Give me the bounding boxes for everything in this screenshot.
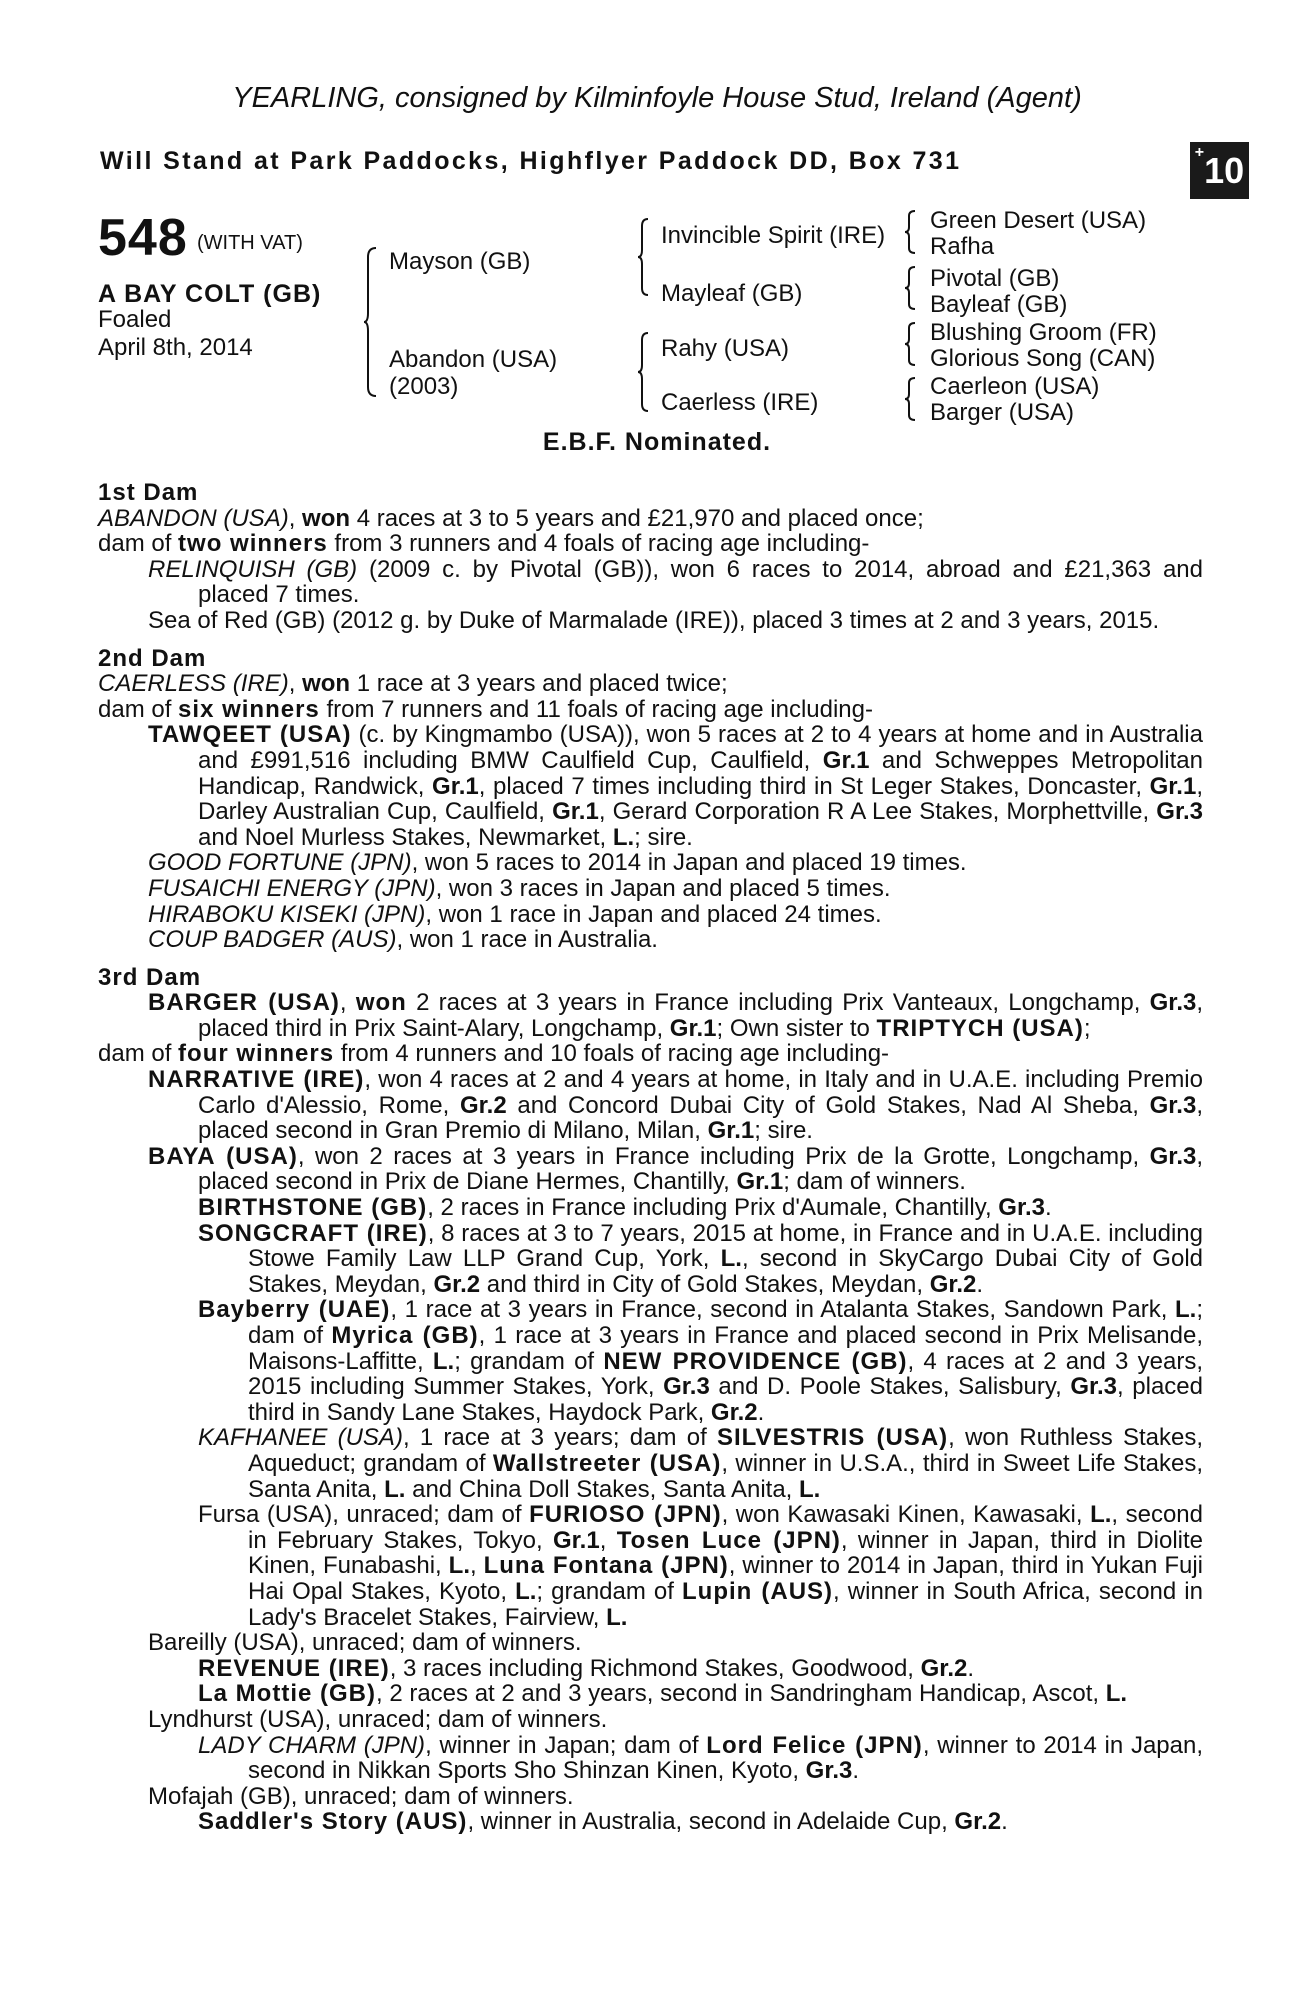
produce-entry: LADY CHARM (JPN), winner in Japan; dam of Lord Felice (JPN), winner to 2014 in Japan, second in Nikkan Sports Sho Shinzan Kinen, Kyoto, Gr.3. — [198, 1731, 1204, 1785]
lot-number: 548 — [98, 209, 188, 267]
produce-entry: TAWQEET (USA) (c. by Kingmambo (USA)), won 5 races at 2 to 4 years at home and in Australia and £991,516 including BMW Caulfield Cup, Caulfield, Gr.1 and Schweppes Metropolitan Handicap, Randwick, Gr.1, placed 7 times including third in St Leger Stakes, Doncaster, Gr.1, Darley Australian Cup, Caulfield, Gr.1, Gerard Corporation R A Lee Stakes, Morphettville, Gr.3 and Noel Murless Stakes, Newmarket, L.; sire. — [148, 721, 1204, 851]
pedigree-dss: Blushing Groom (FR) — [930, 319, 1157, 346]
produce-entry: Bareilly (USA), unraced; dam of winners. — [148, 1629, 582, 1657]
pedigree-bracket-dam — [638, 332, 650, 412]
page-title: YEARLING, consigned by Kilminfoyle House Stud, Ireland (Agent) — [232, 82, 1082, 114]
foaled-date: April 8th, 2014 — [98, 334, 253, 361]
pedigree-sdd: Bayleaf (GB) — [930, 291, 1068, 318]
produce-entry: NARRATIVE (IRE), won 4 races at 2 and 4 years at home, in Italy and in U.A.E. including Premio Carlo d'Alessio, Rome, Gr.2 and Concord Dubai City of Gold Stakes, Nad Al Sheba, Gr.3, placed second in Gran Premio di Milano, Milan, Gr.1; sire. — [148, 1066, 1203, 1145]
lot-name: A BAY COLT (GB) — [98, 280, 322, 308]
pedigree-bracket-ds — [905, 322, 917, 366]
dam-record: CAERLESS (IRE), won 1 race at 3 years and placed twice; — [98, 670, 728, 698]
pedigree-dam-year: (2003) — [389, 373, 459, 400]
pedigree-bracket-sire — [638, 218, 650, 296]
section-first-dam: 1st Dam — [98, 479, 199, 506]
produce-entry: BAYA (USA), won 2 races at 3 years in France including Prix de la Grotte, Longchamp, Gr.3, placed second in Prix de Diane Hermes, Chantilly, Gr.1; dam of winners. — [148, 1142, 1204, 1196]
pedigree-ssd: Rafha — [930, 233, 995, 260]
catalogue-body — [98, 480, 1203, 1835]
produce-entry: RELINQUISH (GB) (2009 c. by Pivotal (GB)), won 6 races to 2014, abroad and £21,363 and placed 7 times. — [148, 555, 1203, 609]
produce-entry: FUSAICHI ENERGY (JPN), won 3 races in Japan and placed 5 times. — [148, 874, 891, 902]
pedigree-dds: Caerleon (USA) — [930, 373, 1100, 400]
pedigree-bracket-sd — [905, 266, 917, 310]
pedigree-sds: Pivotal (GB) — [930, 265, 1060, 292]
stand-location: Will Stand at Park Paddocks, Highflyer Paddock DD, Box 731 — [100, 147, 962, 175]
produce-entry: GOOD FORTUNE (JPN), won 5 races to 2014 in Japan and placed 19 times. — [148, 849, 967, 877]
produce-entry: La Mottie (GB), 2 races at 2 and 3 years, second in Sandringham Handicap, Ascot, L. — [198, 1680, 1128, 1708]
lot-badge — [1190, 142, 1249, 199]
pedigree-bracket-main — [364, 247, 378, 397]
dam-produce-summary: dam of four winners from 4 runners and 10 foals of racing age including- — [98, 1040, 890, 1068]
ebf-nominated: E.B.F. Nominated. — [542, 428, 772, 456]
pedigree-sire: Mayson (GB) — [389, 248, 531, 275]
dam-produce-summary: dam of two winners from 3 runners and 4 foals of racing age including- — [98, 530, 870, 558]
produce-entry: Saddler's Story (AUS), winner in Australia, second in Adelaide Cup, Gr.2. — [198, 1808, 1008, 1836]
vat-label: (WITH VAT) — [197, 232, 303, 254]
pedigree-dam-sire: Rahy (USA) — [661, 335, 790, 362]
produce-entry: Bayberry (UAE), 1 race at 3 years in France, second in Atalanta Stakes, Sandown Park, L.; dam of Myrica (GB), 1 race at 3 years in France and placed second in Prix Melisande, Maisons-Laffitte, L.; grandam of NEW PROVIDENCE (GB), 4 races at 2 and 3 years, 2015 including Summer Stakes, York, Gr.3 and D. Poole Stakes, Salisbury, Gr.3, placed third in Sandy Lane Stakes, Haydock Park, Gr.2. — [198, 1296, 1204, 1426]
badge-plus: + — [1194, 144, 1205, 161]
section-second-dam: 2nd Dam — [98, 644, 207, 672]
produce-entry: Sea of Red (GB) (2012 g. by Duke of Marmalade (IRE)), placed 3 times at 2 and 3 years, 2015. — [148, 606, 1160, 634]
dam-record: ABANDON (USA), won 4 races at 3 to 5 years and £21,970 and placed once; — [98, 504, 924, 532]
produce-entry: KAFHANEE (USA), 1 race at 3 years; dam of SILVESTRIS (USA), won Ruthless Stakes, Aqueduct; grandam of Wallstreeter (USA), winner in U.S.A., third in Sweet Life Stakes, Santa Anita, L. and China Doll Stakes, Santa Anita, L. — [198, 1424, 1204, 1503]
pedigree-dsd: Glorious Song (CAN) — [930, 345, 1156, 372]
produce-entry: SONGCRAFT (IRE), 8 races at 3 to 7 years, 2015 at home, in France and in U.A.E. including Stowe Family Law LLP Grand Cup, York, L., second in SkyCargo Dubai City of Gold Stakes, Meydan, Gr.2 and third in City of Gold Stakes, Meydan, Gr.2. — [198, 1219, 1204, 1298]
section-third-dam: 3rd Dam — [98, 963, 202, 991]
pedigree-dam: Abandon (USA) — [389, 346, 558, 373]
produce-entry: Fursa (USA), unraced; dam of FURIOSO (JPN), won Kawasaki Kinen, Kawasaki, L., second in February Stakes, Tokyo, Gr.1, Tosen Luce (JPN), winner in Japan, third in Diolite Kinen, Funabashi, L., Luna Fontana (JPN), winner to 2014 in Japan, third in Yukan Fuji Hai Opal Stakes, Kyoto, L.; grandam of Lupin (AUS), winner in South Africa, second in Lady's Bracelet Stakes, Fairview, L. — [198, 1501, 1204, 1631]
produce-entry: REVENUE (IRE), 3 races including Richmond Stakes, Goodwood, Gr.2. — [198, 1654, 975, 1682]
badge-number: 10 — [1204, 150, 1245, 191]
produce-entry: Mofajah (GB), unraced; dam of winners. — [148, 1782, 574, 1810]
pedigree-sire-sire: Invincible Spirit (IRE) — [661, 222, 886, 249]
foaled-label: Foaled — [98, 306, 172, 333]
pedigree-ddd: Barger (USA) — [930, 399, 1075, 426]
produce-entry: BIRTHSTONE (GB), 2 races in France including Prix d'Aumale, Chantilly, Gr.3. — [198, 1194, 1052, 1222]
pedigree-bracket-dd — [905, 377, 917, 421]
pedigree-dam-dam: Caerless (IRE) — [661, 389, 819, 416]
pedigree-sire-dam: Mayleaf (GB) — [661, 280, 803, 307]
pedigree-bracket-ss — [905, 210, 917, 254]
produce-entry: Lyndhurst (USA), unraced; dam of winners. — [148, 1705, 608, 1733]
dam-produce-summary: dam of six winners from 7 runners and 11 foals of racing age including- — [98, 695, 873, 723]
dam-record: BARGER (USA), won 2 races at 3 years in France including Prix Vanteaux, Longchamp, Gr.3, placed third in Prix Saint-Alary, Longchamp, Gr.1; Own sister to TRIPTYCH (USA); — [148, 989, 1204, 1042]
pedigree-sss: Green Desert (USA) — [930, 207, 1147, 234]
produce-entry: HIRABOKU KISEKI (JPN), won 1 race in Japan and placed 24 times. — [148, 900, 882, 928]
produce-entry: COUP BADGER (AUS), won 1 race in Australia. — [148, 926, 658, 954]
